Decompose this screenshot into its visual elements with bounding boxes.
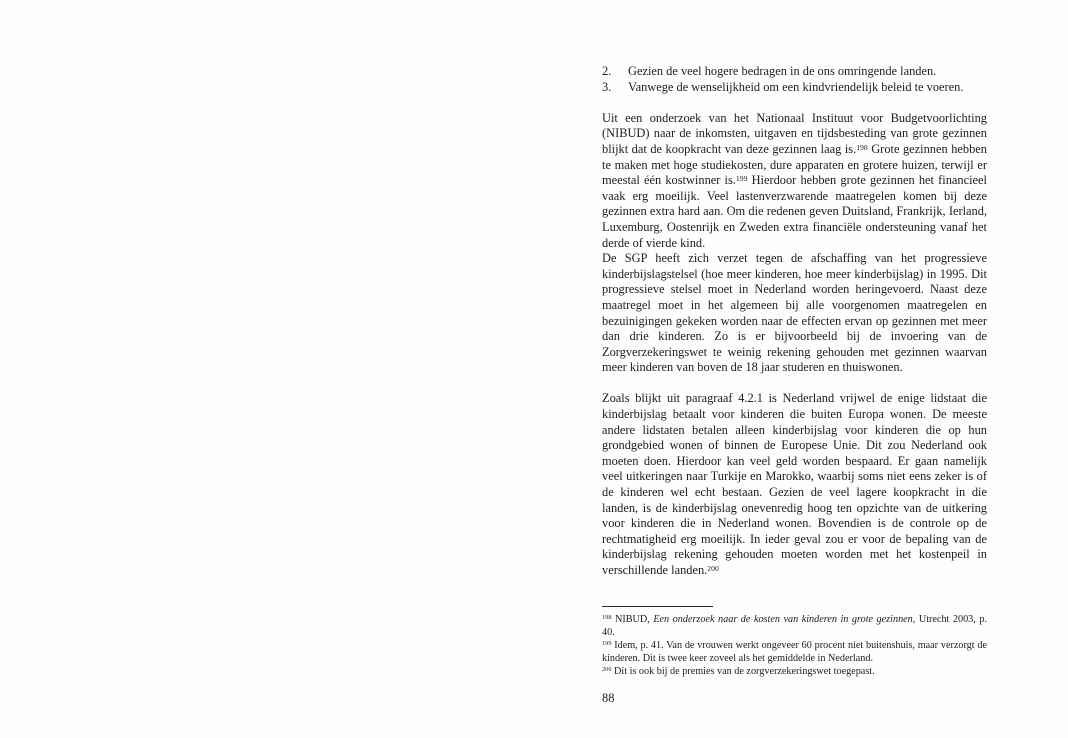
list-item (602, 80, 987, 96)
list-text (628, 64, 987, 80)
text-segment: Gezien de veel hogere bedragen in de ons omringende landen. (628, 64, 937, 78)
footnote-ref: 198 (602, 613, 612, 621)
page-number: 88 (602, 691, 615, 706)
numbered-list (602, 64, 987, 95)
text-segment: Utrecht 2003, p. 40. (602, 613, 987, 638)
text-segment: Zoals blijkt uit paragraaf 4.2.1 is Nederland vrijwel de enige lidstaat die kinderbijslag betaalt voor kinderen die buiten Europa wonen. De meeste andere lidstaten betalen alleen kinderbijslag voor kinderen die op hun grondgebied wonen of binnen de Europese Unie. Dit zou Nederland ook moeten doen. Hierdoor kan veel geld worden bespaard. Er gaan namelijk veel uitkeringen naar Turkije en Marokko, waarbij soms niet eens zeker is of de kinderen wel echt bestaan. Gezien de veel lagere koopkracht in die landen, is de kinderbijslag onevenredig hoog ten opzichte van de uitkering voor kinderen die in Nederland wonen. Bovendien is de controle op de rechtmatigheid erg moeilijk. In ieder geval zou er voor de bepaling van de kinderbijslag rekening gehouden moeten worden met het kostenpeil in verschillende landen. (602, 391, 987, 577)
paragraph-spacer (602, 95, 987, 111)
text-segment: De SGP heeft zich verzet tegen de afschaffing van het progressieve kinderbijslagstelsel (hoe meer kinderen, hoe meer kinderbijslag) in 1995. Dit progressieve stelsel moet in Nederland worden heringevoerd. Naast deze maatregel moet in het algemeen bij alle voorgenomen maatregelen en bezuinigingen gekeken worden naar de effecten ervan op gezinnen met meer dan drie kinderen. Zo is er bijvoorbeeld bij de invoering van de Zorgverzekeringswet te weinig rekening gehouden met gezinnen waarvan meer kinderen van boven de 18 jaar studeren en thuiswonen. (602, 251, 987, 375)
list-marker: 2. (602, 64, 612, 78)
footnote-ref: 199 (602, 639, 612, 647)
footnote-ref: 200 (707, 563, 719, 573)
paragraph (602, 111, 987, 251)
list-item (602, 64, 987, 80)
text-segment: Grote gezinnen hebben te maken met hoge studiekosten, dure apparaten en grotere huizen, terwijl er meestal één kostwinner is. (602, 141, 987, 188)
footnote (602, 613, 987, 639)
paragraph (602, 251, 987, 376)
text-block (602, 64, 987, 707)
footnotes (602, 613, 987, 678)
footnote-ref: 200 (602, 666, 612, 674)
paragraph (602, 391, 987, 578)
footnote (602, 665, 987, 678)
paragraph-spacer (602, 376, 987, 392)
text-segment: Vanwege de wenselijkheid om een kindvriendelijk beleid te voeren. (628, 79, 964, 94)
footnote-ref: 199 (735, 173, 748, 183)
text-segment: Idem, p. 41. Van de vrouwen werkt ongeveer 60 procent niet buitenshuis, maar verzorgt de kinderen. Dit is twee keer zoveel als het gemiddelde in Nederland. (602, 639, 987, 664)
list-text (628, 80, 987, 96)
text-segment: NIBUD, (611, 613, 654, 625)
body-paragraphs (602, 95, 987, 578)
text-segment: Uit een onderzoek van het Nationaal Instituut voor Budgetvoorlichting (NIBUD) naar de inkomsten, uitgaven en tijdsbesteding van grote gezinnen blijkt dat de koopkracht van deze gezinnen laag is. (602, 110, 987, 156)
list-marker: 3. (602, 79, 612, 94)
footnote-separator (602, 606, 713, 607)
footnote-ref: 198 (856, 142, 868, 152)
text-segment: Hierdoor hebben grote gezinnen het financieel vaak erg moeilijk. Veel lastenverzwarende maatregelen komen bij deze gezinnen extra hard aan. Om die redenen geven Duitsland, Frankrijk, Ierland, Luxemburg, Oostenrijk en Zweden extra financiële ondersteuning vanaf het derde of vierde kind. (602, 173, 987, 250)
text-segment: Dit is ook bij de premies van de zorgverzekeringswet toegepast. (611, 665, 875, 677)
text-segment: Een onderzoek naar de kosten van kinderen in grote gezinnen, (653, 613, 916, 625)
footnote (602, 639, 987, 665)
